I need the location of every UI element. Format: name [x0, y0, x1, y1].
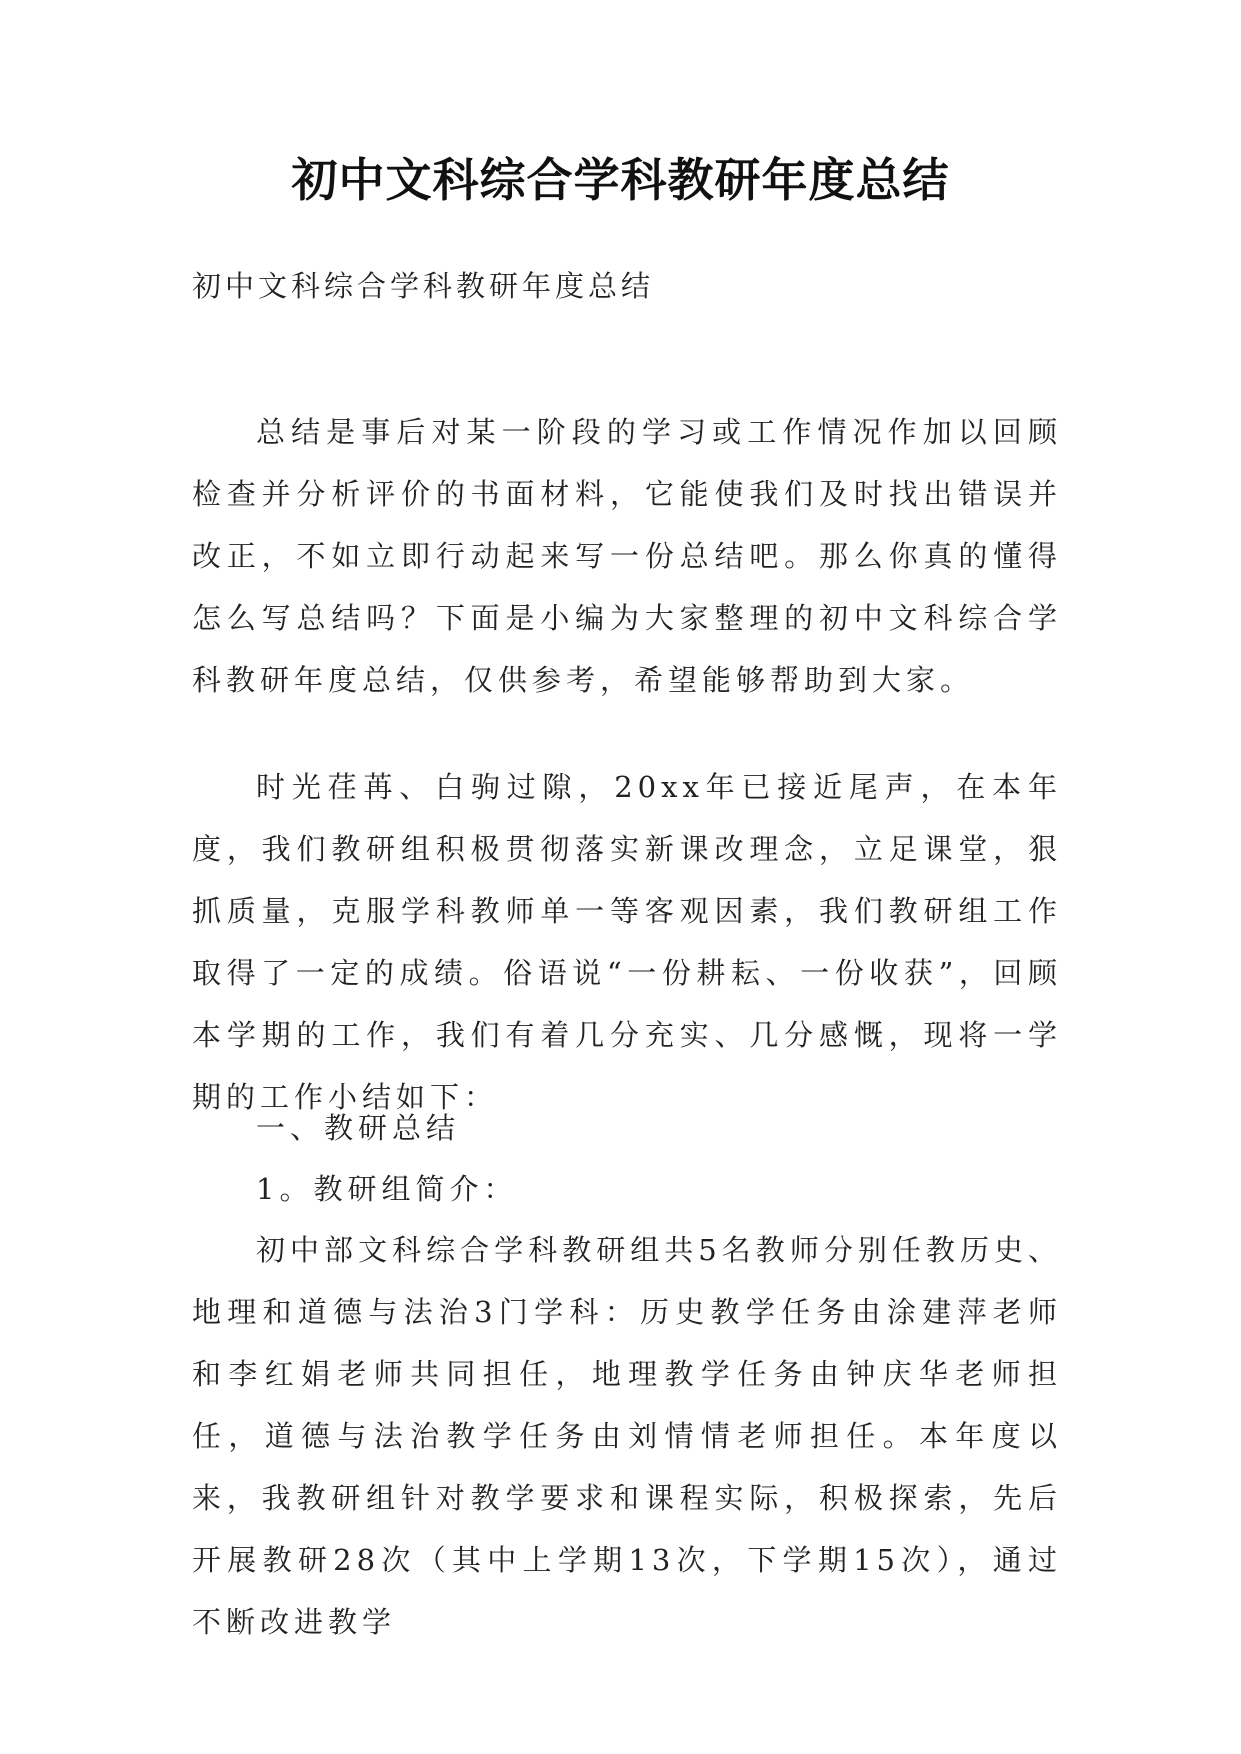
- intro-paragraph: 总结是事后对某一阶段的学习或工作情况作加以回顾检查并分析评价的书面材料，它能使我们及时找出错误并改正，不如立即行动起来写一份总结吧。那么你真的懂得怎么写总结吗？下面是小编为大家整理的初中文科综合学科教研年度总结，仅供参考，希望能够帮助到大家。: [192, 415, 1062, 697]
- document-title: 初中文科综合学科教研年度总结: [291, 153, 950, 207]
- document-subtitle: 初中文科综合学科教研年度总结: [192, 269, 655, 303]
- section-heading: 一、教研总结: [256, 1111, 461, 1145]
- subsection-heading: 1。教研组简介：: [256, 1172, 518, 1206]
- body-paragraph: 初中部文科综合学科教研组共5名教师分别任教历史、地理和道德与法治3门学科：历史教学任务由涂建萍老师和李红娟老师共同担任，地理教学任务由钟庆华老师担任，道德与法治教学任务由刘情情老师担任。本年度以来，我教研组针对教学要求和课程实际，积极探索，先后开展教研28次（其中上学期13次，下学期15次），通过不断改进教学: [192, 1233, 1062, 1639]
- summary-paragraph: 时光荏苒、白驹过隙，20xx年已接近尾声，在本年度，我们教研组积极贯彻落实新课改理念，立足课堂，狠抓质量，克服学科教师单一等客观因素，我们教研组工作取得了一定的成绩。俗语说“一份耕耘、一份收获”，回顾本学期的工作，我们有着几分充实、几分感慨，现将一学期的工作小结如下：: [192, 770, 1062, 1114]
